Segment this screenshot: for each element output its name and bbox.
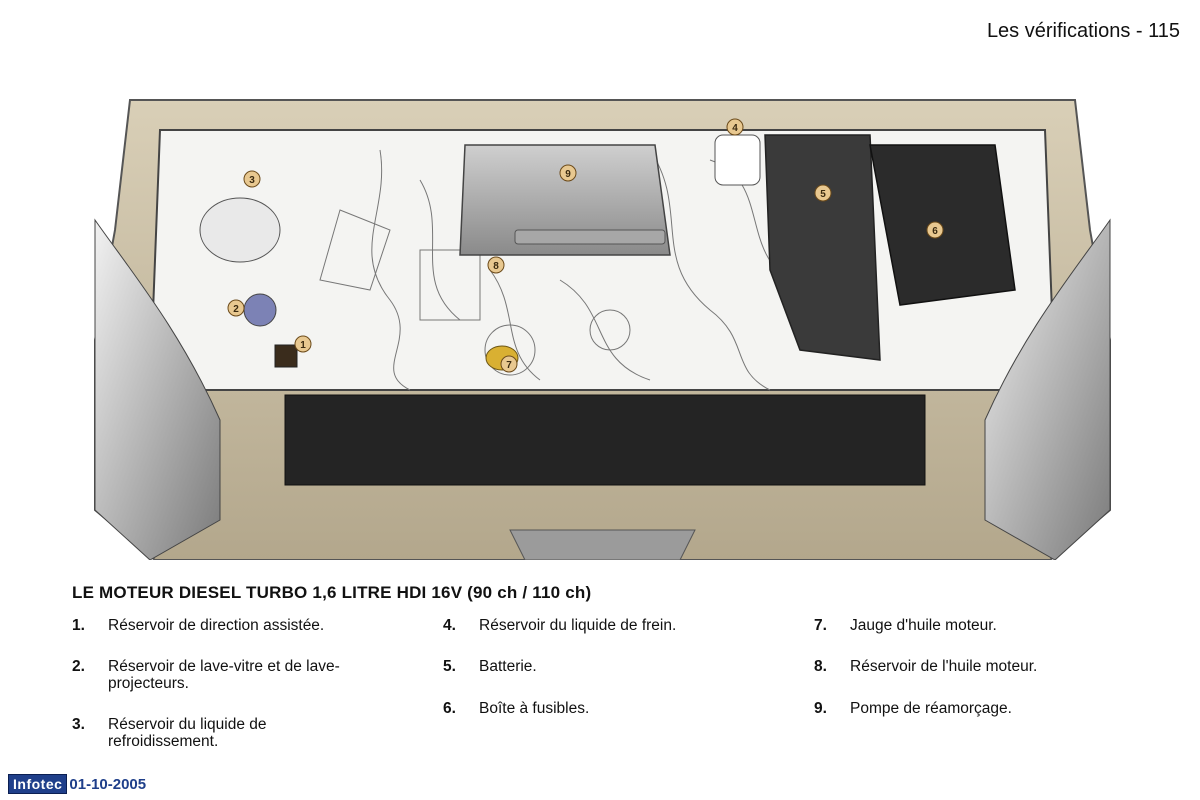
callout-9 [560, 165, 576, 181]
legend-item [814, 617, 1130, 634]
legend-number: 5. [443, 658, 456, 675]
footer-date: 01-10-2005 [69, 775, 147, 793]
svg-text:2: 2 [233, 304, 239, 315]
callout-4 [727, 119, 743, 135]
legend-text: Pompe de réamorçage. [850, 700, 1012, 717]
legend-text: Réservoir de direction assistée. [108, 617, 325, 634]
callout-1 [295, 336, 311, 352]
callout-6 [927, 222, 943, 238]
svg-text:1: 1 [300, 340, 306, 351]
svg-text:3: 3 [249, 175, 255, 186]
legend-number: 9. [814, 700, 827, 717]
legend-text: Boîte à fusibles. [479, 700, 590, 717]
callout-3 [244, 171, 260, 187]
infotec-logo: Infotec [8, 774, 67, 794]
legend-number: 4. [443, 617, 456, 634]
legend-number: 2. [72, 658, 85, 675]
legend-number: 6. [443, 700, 456, 717]
callout-5 [815, 185, 831, 201]
legend-number: 7. [814, 617, 827, 634]
legend-item [72, 658, 363, 692]
legend-text: Réservoir du liquide de refroidissement. [108, 716, 267, 750]
page-header: Les vérifications - 115 [986, 20, 1180, 42]
callout-7 [501, 356, 517, 372]
legend-text: Réservoir de l'huile moteur. [850, 658, 1038, 675]
legend-text: Jauge d'huile moteur. [850, 617, 997, 634]
legend-text: Réservoir de lave-vitre et de lave-projecteurs. [108, 658, 340, 692]
callout-8 [488, 257, 504, 273]
legend-item [72, 716, 318, 750]
engine-bay-drawing [90, 90, 1115, 560]
svg-text:7: 7 [506, 360, 512, 371]
svg-text:8: 8 [493, 261, 499, 272]
legend-item [72, 617, 388, 634]
section-title: LE MOTEUR DIESEL TURBO 1,6 LITRE HDI 16V (90 ch / 110 ch) [72, 583, 592, 602]
svg-text:5: 5 [820, 189, 826, 200]
svg-text:6: 6 [932, 226, 938, 237]
footer [8, 774, 146, 794]
legend-item [443, 700, 759, 717]
svg-text:4: 4 [732, 123, 738, 134]
callout-2 [228, 300, 244, 316]
legend-text: Réservoir du liquide de frein. [479, 617, 677, 634]
legend-text: Batterie. [479, 658, 537, 675]
legend-item [443, 617, 759, 634]
legend-number: 3. [72, 716, 85, 733]
legend-item [814, 658, 1130, 675]
svg-text:9: 9 [565, 169, 571, 180]
legend-number: 1. [72, 617, 85, 634]
engine-bay-illustration [90, 90, 1115, 560]
legend-item [814, 700, 1130, 717]
legend-item [443, 658, 759, 675]
legend-number: 8. [814, 658, 827, 675]
